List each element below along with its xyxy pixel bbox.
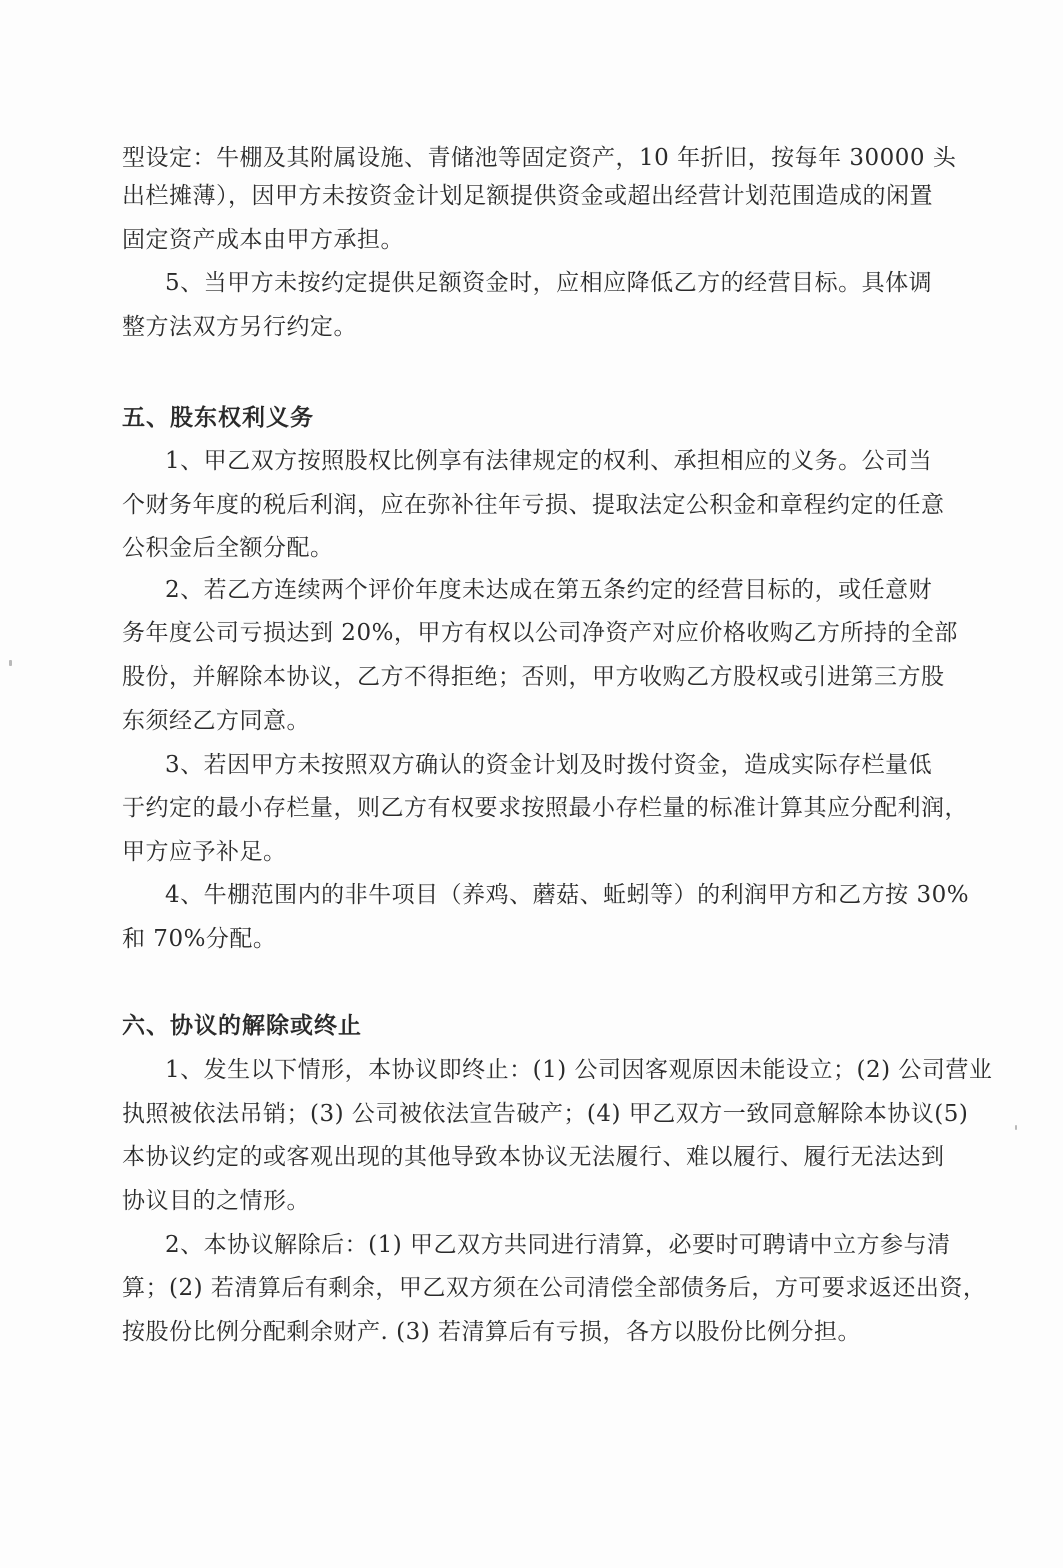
text-line: 协议目的之情形。 [122, 1188, 310, 1214]
text-line: 整方法双方另行约定。 [122, 314, 357, 340]
text-line: 股份，并解除本协议，乙方不得拒绝；否则，甲方收购乙方股权或引进第三方股 [122, 664, 945, 690]
text-line: 本协议约定的或客观出现的其他导致本协议无法履行、难以履行、履行无法达到 [122, 1144, 945, 1170]
text-line: 5、当甲方未按约定提供足额资金时，应相应降低乙方的经营目标。具体调 [165, 270, 933, 296]
scan-speck [1015, 1125, 1017, 1130]
scan-speck [9, 660, 12, 666]
text-line: 按股份比例分配剩余财产. (3) 若清算后有亏损，各方以股份比例分担。 [122, 1319, 862, 1345]
text-line: 算；(2) 若清算后有剩余，甲乙双方须在公司清偿全部债务后，方可要求返还出资， [122, 1275, 987, 1301]
text-line: 甲方应予补足。 [122, 839, 287, 865]
text-line: 1、甲乙双方按照股权比例享有法律规定的权利、承担相应的义务。公司当 [165, 448, 933, 474]
text-line: 出栏摊薄），因甲方未按资金计划足额提供资金或超出经营计划范围造成的闲置 [122, 183, 933, 209]
text-line: 公积金后全额分配。 [122, 535, 334, 561]
text-line: 4、牛棚范围内的非牛项目（养鸡、蘑菇、蚯蚓等）的利润甲方和乙方按 30% [165, 882, 970, 908]
text-line: 个财务年度的税后利润，应在弥补往年亏损、提取法定公积金和章程约定的任意 [122, 492, 945, 518]
section-heading: 六、协议的解除或终止 [122, 1012, 362, 1039]
text-line: 型设定：牛棚及其附属设施、青储池等固定资产，10 年折旧，按每年 30000 头 [122, 145, 957, 171]
text-line: 执照被依法吊销；(3) 公司被依法宣告破产；(4) 甲乙双方一致同意解除本协议(5) [122, 1101, 969, 1127]
text-line: 2、若乙方连续两个评价年度未达成在第五条约定的经营目标的，或任意财 [165, 577, 933, 603]
text-line: 于约定的最小存栏量，则乙方有权要求按照最小存栏量的标准计算其应分配利润， [122, 795, 968, 821]
text-line: 固定资产成本由甲方承担。 [122, 227, 404, 253]
text-line: 1、发生以下情形，本协议即终止：(1) 公司因客观原因未能设立；(2) 公司营业 [165, 1057, 993, 1083]
section-heading: 五、股东权利义务 [122, 404, 314, 431]
text-line: 务年度公司亏损达到 20%，甲方有权以公司净资产对应价格收购乙方所持的全部 [122, 620, 958, 646]
text-line: 2、本协议解除后：(1) 甲乙双方共同进行清算，必要时可聘请中立方参与清 [165, 1232, 951, 1258]
text-line: 3、若因甲方未按照双方确认的资金计划及时拨付资金，造成实际存栏量低 [165, 752, 933, 778]
text-line: 东须经乙方同意。 [122, 708, 310, 734]
text-line: 和 70%分配。 [122, 926, 277, 952]
